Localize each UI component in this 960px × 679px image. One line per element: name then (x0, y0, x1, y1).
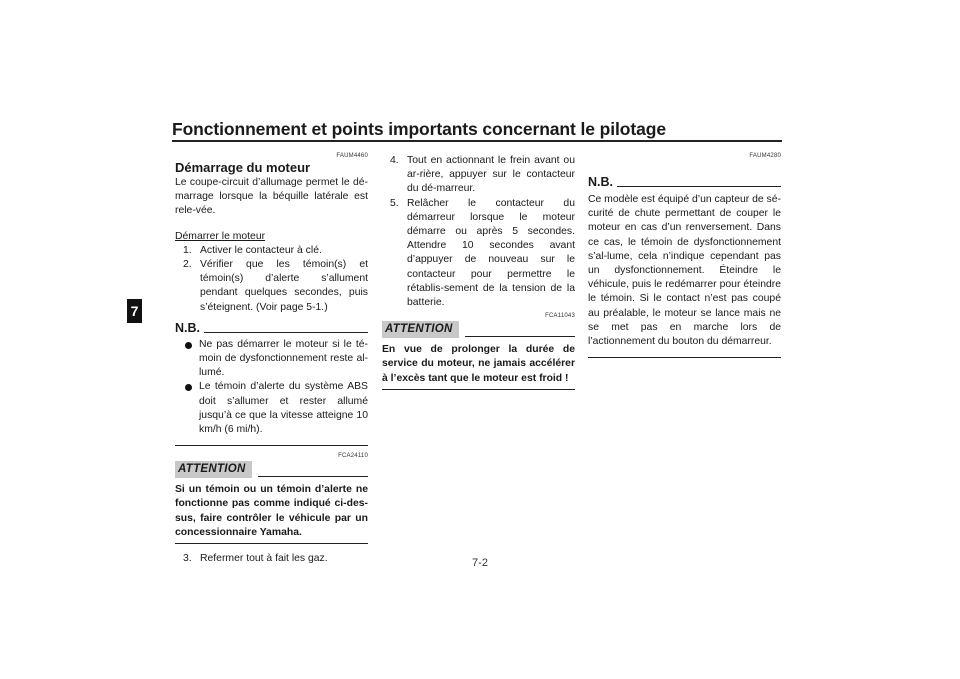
step-item (382, 197, 575, 311)
note-rule (204, 332, 368, 333)
attention-text: En vue de prolonger la durée de service du moteur, ne jamais accélérer à l’excès tant que le moteur est froid ! (382, 344, 575, 384)
reference-code: FCA11043 (545, 313, 575, 320)
note-end-rule (175, 445, 368, 446)
step-item (382, 154, 575, 197)
section-heading: Démarrage du moteur (175, 160, 311, 175)
title-rule (172, 140, 782, 142)
list-item (175, 380, 368, 437)
step-number: 3. (183, 553, 192, 565)
list-item (175, 338, 368, 381)
note-label: N.B. (175, 320, 200, 335)
reference-code: FAUM4280 (749, 153, 781, 159)
steps-list (382, 154, 575, 310)
step-item (175, 258, 368, 315)
step-number: 5. (390, 197, 399, 209)
attention-header (382, 321, 575, 338)
note-text: Ce modèle est équipé d’un capteur de sé-curité de chute permettant de couper le moteur en cas d’un renversement. Dans ce cas, le témoin de dysfonctionnement s’al-lume, cela n’indique cependant pas un dysfonctionnement. Éteindre le véhicule, puis le redémarrer pour éteindre le témoin. Si le contact n’est pas coupé au préalable, le moteur se lance mais ne se met pas en marche lors de l’actionnement du bouton du démarreur. (588, 194, 781, 348)
note-list (175, 338, 368, 437)
page-title: Fonctionnement et points importants concernant le pilotage (172, 119, 666, 139)
reference-code: FCA24110 (338, 453, 368, 460)
attention-rule (465, 336, 575, 337)
note-rule (617, 186, 781, 187)
page-number: 7-2 (472, 557, 488, 569)
intro-paragraph: Le coupe-circuit d’allumage permet le dé-marrage lorsque la béquille latérale est rele-vée. (175, 177, 368, 217)
attention-end-rule (382, 389, 575, 390)
step-item (175, 244, 368, 258)
step-text: Activer le contacteur à clé. (200, 244, 322, 256)
note-end-rule (588, 357, 781, 358)
attention-label: ATTENTION (175, 461, 252, 478)
step-text: Tout en actionnant le frein avant ou ar-rière, appuyer sur le contacteur du dé-marreur. (407, 155, 575, 195)
subheading: Démarrer le moteur (175, 230, 266, 242)
note-label: N.B. (588, 175, 613, 189)
steps-list (175, 244, 368, 315)
step-text: Refermer tout à fait les gaz. (200, 553, 328, 565)
attention-label: ATTENTION (382, 321, 459, 338)
attention-end-rule (175, 543, 368, 544)
note-block (175, 320, 368, 446)
step-number: 4. (390, 155, 399, 166)
step-text: Relâcher le contacteur du démarreur lorsque le moteur démarre ou après 5 secondes. Attendre 10 secondes avant d’appuyer de nouveau sur le contacteur pour permettre le rétablis-sement de la tension de la batterie. (407, 197, 575, 309)
column-3 (588, 152, 781, 358)
attention-text: Si un témoin ou un témoin d’alerte ne fonctionne pas comme indiqué ci-des-sus, faire contrôler le véhicule par un concessionnaire Yamaha. (175, 484, 368, 538)
chapter-tab: 7 (127, 299, 142, 323)
bullet-icon (185, 342, 192, 349)
step-number: 2. (183, 259, 192, 271)
attention-header (175, 461, 368, 478)
step-number: 1. (183, 244, 192, 256)
note-block (588, 174, 781, 358)
step-text: Vérifier que les témoin(s) et témoin(s) d’alerte s’allument pendant quelques secondes, puis s’éteignent. (Voir page 5-1.) (200, 259, 368, 313)
column-1 (175, 152, 368, 566)
column-2 (382, 154, 575, 390)
reference-code: FAUM4460 (336, 153, 368, 159)
attention-rule (258, 476, 368, 477)
note-text: Le témoin d’alerte du système ABS doit s’allumer et rester allumé jusqu’à ce que la vitesse atteigne 10 km/h (6 mi/h). (199, 381, 368, 436)
note-text: Ne pas démarrer le moteur si le té-moin de dysfonctionnement reste al-lumé. (199, 338, 368, 379)
bullet-icon (185, 384, 192, 391)
